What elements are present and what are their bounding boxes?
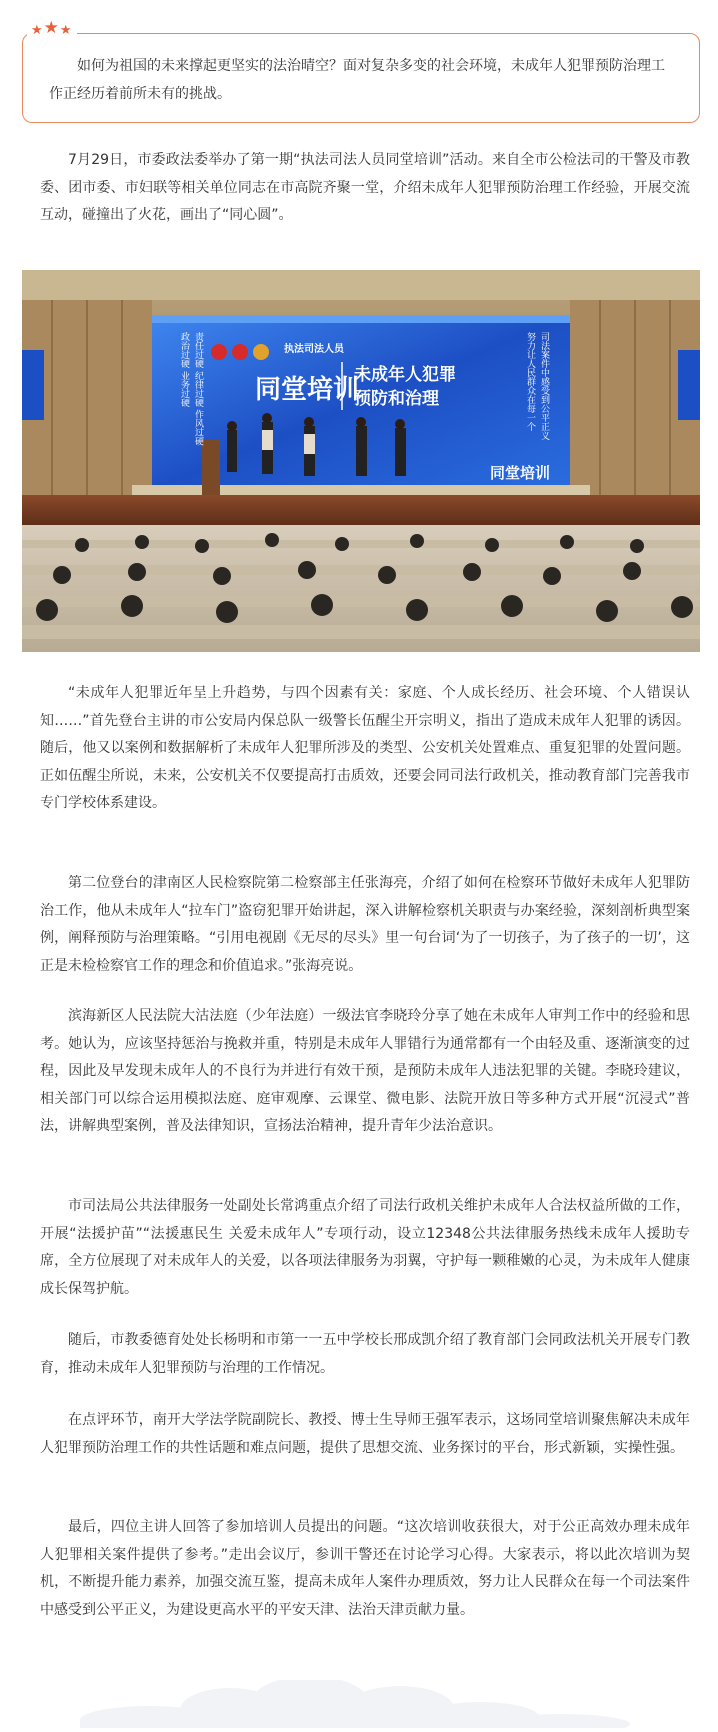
paragraph-7: 在点评环节，南开大学法学院副院长、教授、博士生导师王强军表示，这场同堂培训聚焦解决未成年人犯罪预防治理工作的共性话题和难点问题，提供了思想交流、业务探讨的平台，形式新颖，实操性强。 <box>40 1412 690 1456</box>
paragraph-3: 第二位登台的津南区人民检察院第二检察部主任张海亮，介绍了如何在检察环节做好未成年人犯罪防治工作，他从未成年人“拉车门”盗窃犯罪开始讲起，深入讲解检察机关职责与办案经验，深刻剖析典型案例，阐释预防与治理策略。“引用电视剧《无尽的尽头》里一句台词‘为了一切孩子，为了孩子的一切’，这正是未检检察官工作的理念和价值追求。”张海亮说。 <box>40 875 690 974</box>
banner-small-text: 执法司法人员 <box>284 344 344 355</box>
banner-title-1: 未成年人犯罪 <box>354 365 456 385</box>
paragraph-1: 7月29日，市委政法委举办了第一期“执法司法人员同堂培训”活动。来自全市公检法司的干警及市教委、团市委、市妇联等相关单位同志在市高院齐聚一堂，介绍未成年人犯罪预防治理工作经验，开展交流互动，碰撞出了火花，画出了“同心圆”。 <box>40 152 690 223</box>
right-vertical-1: 努力让人民群众在每一个 <box>525 332 535 431</box>
paragraph-2: “未成年人犯罪近年呈上升趋势，与四个因素有关：家庭、个人成长经历、社会环境、个人错误认知……”首先登台主讲的市公安局内保总队一级警长伍醒尘开宗明义，指出了造成未成年人犯罪的诱因。随后，他又以案例和数据解析了未成年人犯罪所涉及的类型、公安机关处置难点、重复犯罪的处置问题。正如伍醒尘所说，未来，公安机关不仅要提高打击质效，还要会同司法行政机关，推动教育部门完善我市专门学校体系建设。 <box>40 685 690 811</box>
banner-main-text: 同堂培训 <box>255 375 360 405</box>
paragraph-5: 市司法局公共法律服务一处副处长常鸿重点介绍了司法行政机关维护未成年人合法权益所做的工作，开展“法援护苗”“法援惠民生 关爱未成年人”专项行动，设立12348公共法律服务热线未成年人援助专席，全方位展现了对未成年人的关爱，以各项法律服务为羽翼，守护每一颗稚嫩的心灵，为未成年人健康成长保驾护航。 <box>40 1198 690 1297</box>
corner-logo-text: 同堂培训 <box>490 464 551 482</box>
cloud-decoration <box>0 1680 718 1728</box>
intro-box <box>22 18 700 123</box>
banner-title-2: 预防和治理 <box>354 389 439 409</box>
paragraph-8: 最后，四位主讲人回答了参加培训人员提出的问题。“这次培训收获很大，对于公正高效办理未成年人犯罪相关案件提供了参考。”走出会议厅，参训干警还在讨论学习心得。大家表示，将以此次培训为契机，不断提升能力素养，加强交流互鉴，提高未成年人案件办理质效，努力让人民群众在每一个司法案件中感受到公平正义，为建设更高水平的平安天津、法治天津贡献力量。 <box>40 1519 690 1618</box>
star-icon: ★ <box>59 23 72 38</box>
star-icon: ★ <box>43 18 59 38</box>
stars-decoration <box>27 20 77 37</box>
intro-text: 如何为祖国的未来撑起更坚实的法治晴空？面对复杂多变的社会环境，未成年人犯罪预防治理工作正经历着前所未有的挑战。 <box>49 58 665 102</box>
right-vertical-2: 司法案件中感受到公平正义 <box>539 332 549 440</box>
paragraph-4: 滨海新区人民法院大沽法庭（少年法庭）一级法官李晓玲分享了她在未成年人审判工作中的经验和思考。她认为，应该坚持惩治与挽救并重，特别是未成年人罪错行为通常都有一个由轻及重、逐渐演变的过程，因此及早发现未成年人的不良行为并进行有效干预，是预防未成年人违法犯罪的关键。李晓玲建议，相关部门可以综合运用模拟法庭、庭审观摩、云课堂、微电影、法院开放日等多种方式开展“沉浸式”普法，讲解典型案例，普及法律知识，宣扬法治精神，提升青年少法治意识。 <box>40 1008 690 1134</box>
left-vertical-2: 责任过硬 纪律过硬 作风过硬 <box>193 332 203 446</box>
paragraph-6: 随后，市教委德育处处长杨明和市第一一五中学校长邢成凯介绍了教育部门会同政法机关开展专门教育，推动未成年人犯罪预防与治理的工作情况。 <box>40 1332 690 1376</box>
left-vertical-1: 政治过硬 业务过硬 <box>179 332 189 407</box>
star-icon: ★ <box>31 23 43 38</box>
event-photo <box>22 270 700 652</box>
